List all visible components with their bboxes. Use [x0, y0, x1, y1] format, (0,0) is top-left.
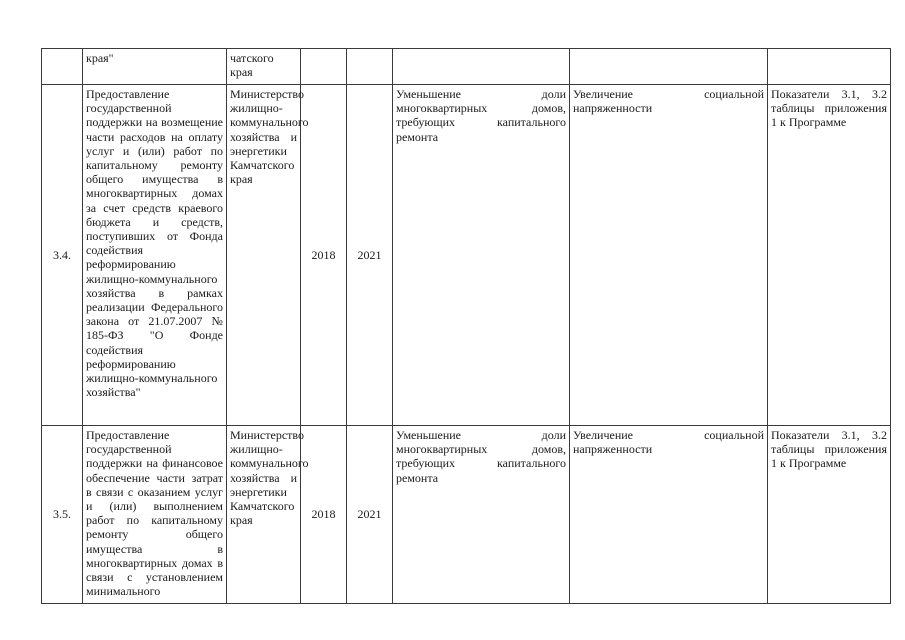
- measure-name: Предоставление государственной поддержки на возмещение части расходов на оплату услуг и (или) работ по капитальному ремонту общего имущества в многоквартирных домах за счет средств краевого бюджета и средств, поступивших от Фонда содействия реформированию жилищно-коммунального хозяйства в рамках реализации Федерального закона от 21.07.2007 № 185-ФЗ "О Фонде содействия реформированию жилищно-коммунального хозяйства": [83, 85, 227, 426]
- expected-result: Уменьшение доли многоквартирных домов, требующих капитального ремонта: [393, 426, 570, 604]
- table-row: [42, 49, 891, 85]
- executor: чатского края: [227, 49, 301, 85]
- linked-indicators: [768, 49, 891, 85]
- end-year: [347, 49, 393, 85]
- row-number: [42, 49, 83, 85]
- row-number: 3.5.: [42, 426, 83, 604]
- start-year: 2018: [301, 426, 347, 604]
- non-implementation-consequence: [570, 49, 768, 85]
- end-year: 2021: [347, 85, 393, 426]
- expected-result: Уменьшение доли многоквартирных домов, требующих капитального ремонта: [393, 85, 570, 426]
- executor: Министерство жилищно-коммунального хозяйства и энергетики Камчатского края: [227, 85, 301, 426]
- non-implementation-consequence: Увеличение социальной напряженности: [570, 85, 768, 426]
- start-year: [301, 49, 347, 85]
- measures-table: [41, 48, 891, 604]
- row-number: 3.4.: [42, 85, 83, 426]
- table-row: [42, 426, 891, 604]
- linked-indicators: Показатели 3.1, 3.2 таблицы приложения 1 к Программе: [768, 85, 891, 426]
- measure-name: края": [83, 49, 227, 85]
- table-row: [42, 85, 891, 426]
- start-year: 2018: [301, 85, 347, 426]
- measure-name: Предоставление государственной поддержки на финансовое обеспечение части затрат в связи с оказанием услуг и (или) выполнением работ по капитальному ремонту общего имущества в многоквартирных домах в связи с установлением минимального: [83, 426, 227, 604]
- executor: Министерство жилищно-коммунального хозяйства и энергетики Камчатского края: [227, 426, 301, 604]
- expected-result: [393, 49, 570, 85]
- linked-indicators: Показатели 3.1, 3.2 таблицы приложения 1 к Программе: [768, 426, 891, 604]
- end-year: 2021: [347, 426, 393, 604]
- non-implementation-consequence: Увеличение социальной напряженности: [570, 426, 768, 604]
